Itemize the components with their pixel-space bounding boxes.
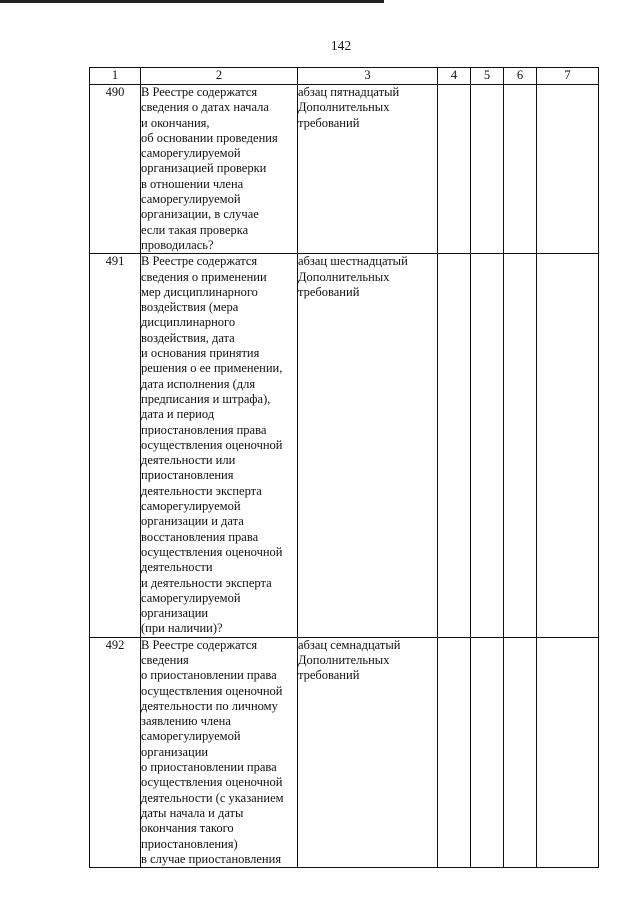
text-line: и основания принятия bbox=[141, 346, 260, 361]
text-line: организации и дата bbox=[141, 514, 244, 529]
table-row bbox=[90, 85, 599, 254]
text-line: дата и период bbox=[141, 407, 215, 422]
question-text bbox=[141, 254, 297, 636]
text-line: саморегулируемой bbox=[141, 590, 241, 605]
text-line: проводилась? bbox=[141, 237, 214, 252]
text-line: саморегулируемой bbox=[141, 729, 241, 744]
text-line: осуществления оценочной bbox=[141, 544, 283, 559]
text-line: сведения bbox=[141, 652, 189, 667]
text-line: Дополнительных bbox=[298, 100, 390, 115]
registry-checklist-table bbox=[89, 67, 599, 868]
row-number: 492 bbox=[90, 637, 141, 867]
text-line: абзац пятнадцатый bbox=[298, 85, 400, 99]
header-col-6: 6 bbox=[504, 68, 537, 85]
text-line: о приостановлении права bbox=[141, 760, 277, 775]
text-line: В Реестре содержатся bbox=[141, 637, 258, 652]
text-line: осуществления оценочной bbox=[141, 437, 283, 452]
text-line: предписания и штрафа), bbox=[141, 391, 271, 406]
text-line: даты начала и даты bbox=[141, 805, 244, 820]
source-cell bbox=[298, 637, 438, 867]
text-line: абзац семнадцатый bbox=[298, 637, 401, 652]
text-line: восстановления права bbox=[141, 529, 259, 544]
header-col-3: 3 bbox=[298, 68, 438, 85]
header-col-2: 2 bbox=[141, 68, 298, 85]
empty-cell-col-4 bbox=[438, 254, 471, 637]
text-line: воздействия, дата bbox=[141, 330, 235, 345]
text-line: и деятельности эксперта bbox=[141, 575, 272, 590]
text-line: организации bbox=[141, 744, 209, 759]
empty-cell-col-7 bbox=[537, 254, 599, 637]
text-line: абзац шестнадцатый bbox=[298, 254, 408, 269]
text-line: заявлению члена bbox=[141, 714, 231, 729]
empty-cell-col-6 bbox=[504, 254, 537, 637]
empty-cell-col-7 bbox=[537, 637, 599, 867]
header-col-7: 7 bbox=[537, 68, 599, 85]
text-line: В Реестре содержатся bbox=[141, 254, 258, 269]
header-col-5: 5 bbox=[471, 68, 504, 85]
text-line: требований bbox=[298, 115, 360, 130]
text-line: сведения о датах начала bbox=[141, 100, 269, 115]
question-cell bbox=[141, 85, 298, 254]
question-text bbox=[141, 638, 297, 867]
source-cell bbox=[298, 85, 438, 254]
header-col-4: 4 bbox=[438, 68, 471, 85]
text-line: деятельности bbox=[141, 560, 213, 575]
empty-cell-col-5 bbox=[471, 85, 504, 254]
empty-cell-col-6 bbox=[504, 85, 537, 254]
text-line: В Реестре содержатся bbox=[141, 85, 258, 99]
text-line: Дополнительных bbox=[298, 652, 390, 667]
text-line: деятельности эксперта bbox=[141, 483, 262, 498]
empty-cell-col-4 bbox=[438, 637, 471, 867]
text-line: приостановления bbox=[141, 468, 234, 483]
question-text bbox=[141, 85, 297, 253]
empty-cell-col-5 bbox=[471, 637, 504, 867]
header-row bbox=[90, 68, 599, 85]
empty-cell-col-7 bbox=[537, 85, 599, 254]
text-line: если такая проверка bbox=[141, 222, 249, 237]
text-line: деятельности (с указанием bbox=[141, 790, 284, 805]
text-line: организации, в случае bbox=[141, 207, 259, 222]
text-line: саморегулируемой bbox=[141, 192, 241, 207]
table-row bbox=[90, 637, 599, 867]
text-line: в случае приостановления bbox=[141, 851, 282, 866]
text-line: саморегулируемой bbox=[141, 146, 241, 161]
row-number: 490 bbox=[90, 85, 141, 254]
row-number: 491 bbox=[90, 254, 141, 637]
empty-cell-col-4 bbox=[438, 85, 471, 254]
text-line: приостановления права bbox=[141, 422, 267, 437]
text-line: осуществления оценочной bbox=[141, 683, 283, 698]
text-line: в отношении члена bbox=[141, 176, 244, 191]
text-line: мер дисциплинарного bbox=[141, 284, 258, 299]
text-line: требований bbox=[298, 668, 360, 683]
text-line: саморегулируемой bbox=[141, 499, 241, 514]
source-text bbox=[298, 254, 437, 300]
text-line: и окончания, bbox=[141, 115, 210, 130]
text-line: требований bbox=[298, 284, 360, 299]
empty-cell-col-5 bbox=[471, 254, 504, 637]
text-line: (при наличии)? bbox=[141, 621, 223, 636]
text-line: окончания такого bbox=[141, 821, 234, 836]
text-line: осуществления оценочной bbox=[141, 775, 283, 790]
text-line: решения о ее применении, bbox=[141, 361, 283, 376]
text-line: дисциплинарного bbox=[141, 315, 236, 330]
table-row bbox=[90, 254, 599, 637]
text-line: Дополнительных bbox=[298, 269, 390, 284]
source-cell bbox=[298, 254, 438, 637]
question-cell bbox=[141, 637, 298, 867]
text-line: организацией проверки bbox=[141, 161, 267, 176]
header-col-1: 1 bbox=[90, 68, 141, 85]
text-line: воздействия (мера bbox=[141, 300, 239, 315]
text-line: о приостановлении права bbox=[141, 668, 277, 683]
text-line: деятельности или bbox=[141, 453, 236, 468]
text-line: сведения о применении bbox=[141, 269, 267, 284]
source-text bbox=[298, 85, 437, 131]
text-line: дата исполнения (для bbox=[141, 376, 256, 391]
source-text bbox=[298, 638, 437, 684]
question-cell bbox=[141, 254, 298, 637]
top-rule bbox=[0, 0, 384, 3]
text-line: организации bbox=[141, 606, 209, 621]
text-line: об основании проведения bbox=[141, 130, 278, 145]
text-line: деятельности по личному bbox=[141, 698, 278, 713]
text-line: приостановления) bbox=[141, 836, 238, 851]
empty-cell-col-6 bbox=[504, 637, 537, 867]
page-number: 142 bbox=[330, 38, 352, 53]
